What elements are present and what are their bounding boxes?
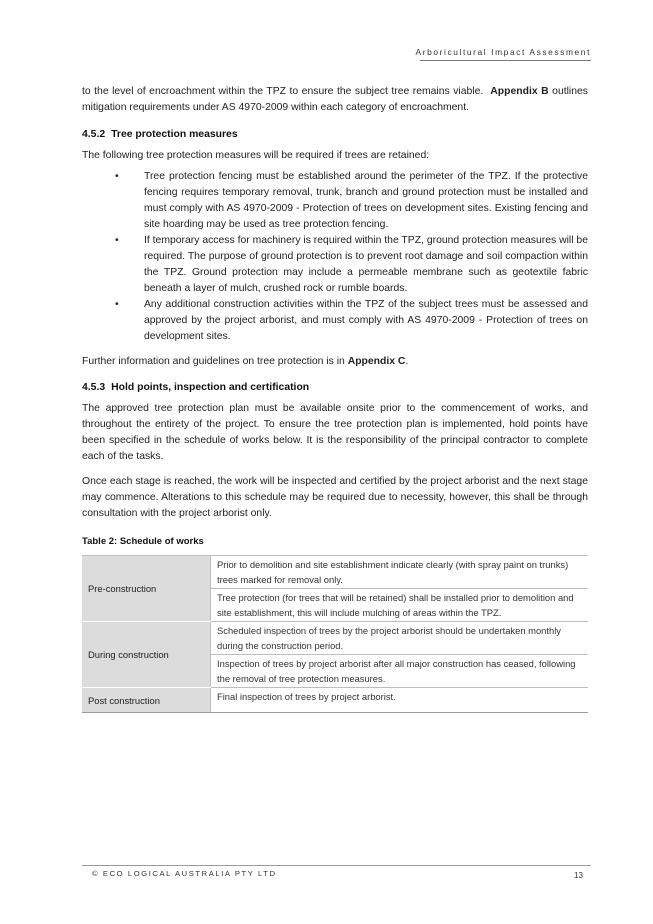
task-cell: Inspection of trees by project arborist after all major construction has ceased, following the removal of tree protection measures. [211,655,589,688]
further-info-paragraph [82,354,588,370]
bullet-icon: • [115,235,119,246]
section-number: 4.5.2 [82,129,106,140]
list-item [82,233,588,297]
bullet-icon: • [115,299,119,310]
header-rule [420,60,591,61]
footer-rule [82,865,591,866]
page-number: 13 [574,871,583,880]
list-item-text: Any additional construction activities within the TPZ of the subject trees must be assessed and approved by the project arborist, and must comply with AS 4970-2009 - Protection of trees on development sites. [144,299,588,342]
stage-cell: Post construction [82,688,211,713]
list-item [82,297,588,345]
further-end: . [405,356,409,367]
section-4-5-3-paragraph-1: The approved tree protection plan must be available onsite prior to the commencement of works, and throughout the entirety of the project. To ensure the tree protection plan is implemented, hold points have been specified in the schedule of works below. It is the responsibility of the principal contractor to complete each of the tasks. [82,403,588,462]
stage-cell: Pre-construction [82,556,211,622]
bullet-icon: • [115,171,119,182]
section-4-5-2-heading [82,128,588,142]
intro-text: to the level of encroachment within the TPZ to ensure the subject tree remains viable. [82,86,484,97]
intro-text-2: outlines mitigation requirements under AS 4970-2009 within each category of encroachment. [82,86,588,113]
protection-measures-list [82,169,588,345]
task-cell: Tree protection (for trees that will be retained) shall be installed prior to demolition and site establishment, this will include mulching of areas within the TPZ. [211,589,589,622]
table-row [82,688,588,713]
appendix-b-ref: Appendix B [490,86,549,97]
task-cell: Prior to demolition and site establishment indicate clearly (with spray paint on trunks) trees marked for removal only. [211,556,589,589]
table-row [82,622,588,655]
appendix-c-ref: Appendix C [347,356,406,367]
section-number: 4.5.3 [82,382,106,393]
page-body [82,84,588,713]
list-item [82,169,588,233]
list-item-text: Tree protection fencing must be established around the perimeter of the TPZ. If the protective fencing requires temporary removal, trunk, branch and ground protection must be installed and must comply with AS 4970-2009 - Protection of trees on development sites. Existing fencing and site hoarding may be used as tree protection fencing. [144,171,588,230]
footer-company: © ECO LOGICAL AUSTRALIA PTY LTD [92,869,277,878]
task-cell: Final inspection of trees by project arborist. [211,688,589,713]
section-4-5-2-lead: The following tree protection measures will be required if trees are retained: [82,150,430,161]
table-caption: Table 2: Schedule of works [82,536,204,547]
intro-paragraph [82,84,588,116]
task-cell: Scheduled inspection of trees by the project arborist should be undertaken monthly during the construction period. [211,622,589,655]
schedule-of-works-table [82,555,588,713]
section-title: Hold points, inspection and certification [111,382,310,393]
running-header: Arboricultural Impact Assessment [415,47,591,57]
section-title: Tree protection measures [111,129,238,140]
stage-cell: During construction [82,622,211,688]
further-text: Further information and guidelines on tree protection is in [82,356,345,367]
table-row [82,556,588,589]
section-4-5-3-heading [82,381,588,395]
list-item-text: If temporary access for machinery is required within the TPZ, ground protection measures will be required. The purpose of ground protection is to prevent root damage and soil compaction within the TPZ. Ground protection may include a permeable membrane such as geotextile fabric beneath a layer of mulch, crushed rock or rumble boards. [144,235,588,294]
section-4-5-3-paragraph-2: Once each stage is reached, the work will be inspected and certified by the project arborist and the next stage may commence. Alterations to this schedule may be required due to necessity, however, this shall be through consultation with the project arborist only. [82,476,588,519]
